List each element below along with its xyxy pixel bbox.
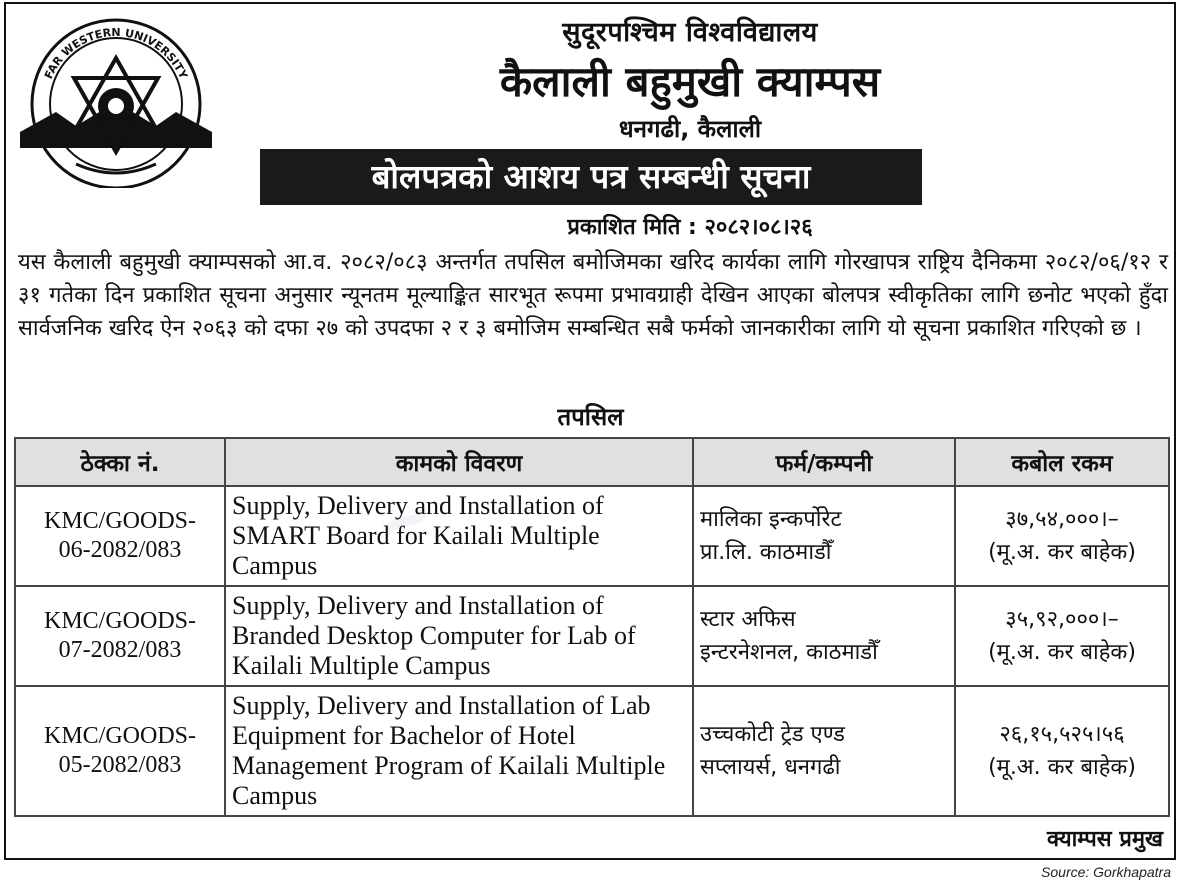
table-row [15,686,1169,816]
vat-note: (मू.अ. कर बाहेक) [988,755,1136,780]
university-name: सुदूरपश्चिम विश्वविद्यालय [562,17,818,48]
firm-cell [693,586,955,686]
header-description: कामको विवरण [225,438,693,486]
header-firm: फर्म/कम्पनी [693,438,955,486]
award-table [14,437,1170,817]
contract-no-cell [15,686,225,816]
university-logo [16,14,216,188]
amount-cell [955,686,1169,816]
firm-cell [693,686,955,816]
vat-note: (मू.अ. कर बाहेक) [988,540,1136,565]
firm-line: उच्चकोटी ट्रेड एण्ड [700,722,845,747]
svg-text:FAR WESTERN UNIVERSITY [42,26,190,82]
contract-no-line: 05-2082/083 [58,752,182,778]
firm-line: प्रा.लि. काठमाडौँ [700,540,832,565]
contract-no-line: KMC/GOODS- [43,723,196,749]
schedule-heading: तपसिल [557,403,624,431]
table-row [15,586,1169,686]
table-row [15,486,1169,586]
header-contract-no: ठेक्का नं. [15,438,225,486]
vat-note: (मू.अ. कर बाहेक) [988,640,1136,665]
amount-cell [955,486,1169,586]
contract-no-line: 06-2082/083 [58,537,182,563]
contract-no-cell [15,586,225,686]
amount-value: २६,१५,५२५।५६ [999,722,1125,747]
header-amount: कबोल रकम [955,438,1169,486]
amount-value: ३५,९२,०००।– [1005,607,1119,632]
description-cell: Supply, Delivery and Installation of Branded Desktop Computer for Lab of Kailali Multiple Campus [225,586,693,686]
notice-title: बोलपत्रको आशय पत्र सम्बन्धी सूचना [260,149,922,205]
amount-cell [955,586,1169,686]
campus-address: धनगढी, कैलाली [618,115,762,143]
amount-value: ३७,५४,०००।– [1005,507,1119,532]
firm-line: मालिका इन्कर्पोरेट [700,507,842,532]
watermark: ~ [359,464,453,578]
published-date: प्रकाशित मिति : २०८२।०८।२६ [567,215,813,240]
firm-line: सप्लायर्स, धनगढी [700,755,841,780]
description-cell: Supply, Delivery and Installation of Lab Equipment for Bachelor of Hotel Management Program of Kailali Multiple Campus [225,686,693,816]
firm-cell [693,486,955,586]
signatory: क्याम्पस प्रमुख [1047,827,1163,852]
description-cell: Supply, Delivery and Installation of SMART Board for Kailali Multiple Campus [225,486,693,586]
contract-no-line: KMC/GOODS- [43,508,196,534]
contract-no-line: KMC/GOODS- [43,608,196,634]
contract-no-line: 07-2082/083 [58,637,182,663]
firm-line: स्टार अफिस [700,607,796,632]
logo-ring-text: FAR WESTERN UNIVERSITY [41,25,190,81]
firm-line: इन्टरनेशनल, काठमाडौँ [700,640,878,665]
notice-paragraph: यस कैलाली बहुमुखी क्याम्पसको आ.व. २०८२/०८३ अन्तर्गत तपसिल बमोजिमका खरिद कार्यका लागि गोरखापत्र राष्ट्रिय दैनिकमा २०८२/०६/१२ र ३१ गतेका दिन प्रकाशित सूचना अनुसार न्यूनतम मूल्याङ्कित सारभूत रूपमा प्रभावग्राही देखिन आएका बोलपत्र स्वीकृतिका लागि छनोट भएको हुँदा सार्वजनिक खरिद ऐन २०६३ को दफा २७ को उपदफा २ र ३ बमोजिम सम्बन्धित सबै फर्मको जानकारीका लागि यो सूचना प्रकाशित गरिएको छ । [18,250,1168,341]
source-credit: Source: Gorkhapatra [1041,864,1171,880]
contract-no-cell [15,486,225,586]
campus-name: कैलाली बहुमुखी क्याम्पस [499,57,881,106]
table-header-row [15,438,1169,486]
